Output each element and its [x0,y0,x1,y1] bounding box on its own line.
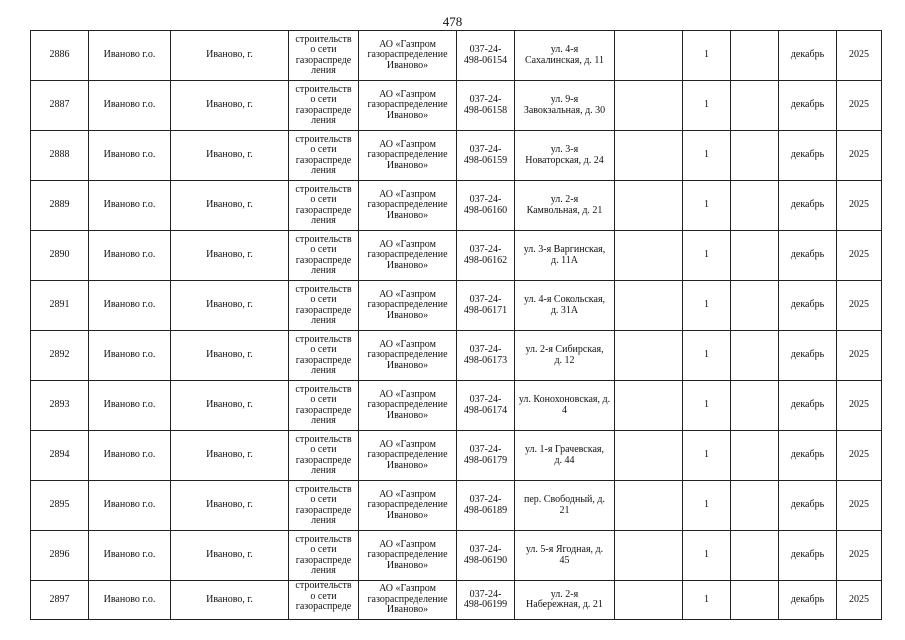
code-cell: 037-24- 498-06162 [457,231,515,281]
settlement-cell: Иваново, г. [171,81,289,131]
count-cell: 1 [683,331,731,381]
table-row [31,481,882,531]
settlement-cell: Иваново, г. [171,331,289,381]
month-cell: декабрь [779,581,837,620]
month-cell: декабрь [779,131,837,181]
count-cell: 1 [683,481,731,531]
empty-cell [731,581,779,620]
address-cell: ул. 3-я Новаторская, д. 24 [515,131,615,181]
settlement-cell: Иваново, г. [171,231,289,281]
code-cell: 037-24- 498-06160 [457,181,515,231]
table-row [31,581,882,620]
year-cell: 2025 [837,131,882,181]
code-cell: 037-24- 498-06159 [457,131,515,181]
operator-cell: АО «Газпром газораспределение Иваново» [359,231,457,281]
count-cell: 1 [683,281,731,331]
table-row [31,181,882,231]
district-cell: Иваново г.о. [89,231,171,281]
work-type-cell: строительств о сети газораспреде ления [289,381,359,431]
district-cell: Иваново г.о. [89,381,171,431]
year-cell: 2025 [837,281,882,331]
row-number: 2892 [31,331,89,381]
empty-cell [615,331,683,381]
address-cell: ул. 4-я Сахалинская, д. 11 [515,31,615,81]
settlement-cell: Иваново, г. [171,431,289,481]
address-cell: ул. Конохоновская, д. 4 [515,381,615,431]
year-cell: 2025 [837,581,882,620]
month-cell: декабрь [779,281,837,331]
row-number: 2893 [31,381,89,431]
empty-cell [731,381,779,431]
empty-cell [615,431,683,481]
row-number: 2895 [31,481,89,531]
month-cell: декабрь [779,181,837,231]
operator-cell: АО «Газпром газораспределение Иваново» [359,581,457,620]
month-cell: декабрь [779,231,837,281]
month-cell: декабрь [779,31,837,81]
count-cell: 1 [683,131,731,181]
address-cell: ул. 2-я Набережная, д. 21 [515,581,615,620]
year-cell: 2025 [837,481,882,531]
empty-cell [731,431,779,481]
empty-cell [615,481,683,531]
empty-cell [615,181,683,231]
district-cell: Иваново г.о. [89,181,171,231]
table-row [31,331,882,381]
operator-cell: АО «Газпром газораспределение Иваново» [359,281,457,331]
table-row [31,381,882,431]
table-row [31,81,882,131]
settlement-cell: Иваново, г. [171,181,289,231]
district-cell: Иваново г.о. [89,31,171,81]
empty-cell [731,531,779,581]
year-cell: 2025 [837,81,882,131]
district-cell: Иваново г.о. [89,281,171,331]
empty-cell [615,531,683,581]
count-cell: 1 [683,81,731,131]
empty-cell [731,331,779,381]
settlement-cell: Иваново, г. [171,281,289,331]
code-cell: 037-24- 498-06190 [457,531,515,581]
row-number: 2891 [31,281,89,331]
row-number: 2889 [31,181,89,231]
count-cell: 1 [683,531,731,581]
table-row [31,231,882,281]
empty-cell [731,481,779,531]
empty-cell [731,81,779,131]
count-cell: 1 [683,431,731,481]
work-type-cell: строительств о сети газораспреде ления [289,431,359,481]
settlement-cell: Иваново, г. [171,531,289,581]
address-cell: ул. 3-я Варгинская, д. 11А [515,231,615,281]
month-cell: декабрь [779,431,837,481]
work-type-cell: строительств о сети газораспреде ления [289,531,359,581]
address-cell: ул. 1-я Грачевская, д. 44 [515,431,615,481]
operator-cell: АО «Газпром газораспределение Иваново» [359,181,457,231]
empty-cell [615,81,683,131]
row-number: 2888 [31,131,89,181]
empty-cell [615,131,683,181]
year-cell: 2025 [837,381,882,431]
address-cell: пер. Свободный, д. 21 [515,481,615,531]
empty-cell [615,281,683,331]
empty-cell [615,381,683,431]
code-cell: 037-24- 498-06154 [457,31,515,81]
empty-cell [615,31,683,81]
district-cell: Иваново г.о. [89,531,171,581]
address-cell: ул. 4-я Сокольская, д. 31А [515,281,615,331]
count-cell: 1 [683,181,731,231]
code-cell: 037-24- 498-06174 [457,381,515,431]
operator-cell: АО «Газпром газораспределение Иваново» [359,131,457,181]
work-type-cell: строительств о сети газораспреде ления [289,281,359,331]
empty-cell [615,231,683,281]
operator-cell: АО «Газпром газораспределение Иваново» [359,531,457,581]
row-number: 2897 [31,581,89,620]
code-cell: 037-24- 498-06158 [457,81,515,131]
empty-cell [615,581,683,620]
count-cell: 1 [683,381,731,431]
row-number: 2886 [31,31,89,81]
month-cell: декабрь [779,381,837,431]
district-cell: Иваново г.о. [89,481,171,531]
code-cell: 037-24- 498-06179 [457,431,515,481]
code-cell: 037-24- 498-06173 [457,331,515,381]
year-cell: 2025 [837,431,882,481]
work-type-cell: строительств о сети газораспреде ления [289,481,359,531]
work-type-cell: строительств о сети газораспреде [289,581,359,620]
row-number: 2894 [31,431,89,481]
work-type-cell: строительств о сети газораспреде ления [289,331,359,381]
district-cell: Иваново г.о. [89,581,171,620]
year-cell: 2025 [837,531,882,581]
year-cell: 2025 [837,231,882,281]
operator-cell: АО «Газпром газораспределение Иваново» [359,331,457,381]
table-row [31,31,882,81]
address-cell: ул. 9-я Завокзальная, д. 30 [515,81,615,131]
address-cell: ул. 2-я Сибирская, д. 12 [515,331,615,381]
work-type-cell: строительств о сети газораспреде ления [289,131,359,181]
year-cell: 2025 [837,181,882,231]
row-number: 2887 [31,81,89,131]
operator-cell: АО «Газпром газораспределение Иваново» [359,431,457,481]
operator-cell: АО «Газпром газораспределение Иваново» [359,381,457,431]
table-row [31,131,882,181]
work-type-cell: строительств о сети газораспреде ления [289,31,359,81]
address-cell: ул. 2-я Камвольная, д. 21 [515,181,615,231]
month-cell: декабрь [779,81,837,131]
work-type-cell: строительств о сети газораспреде ления [289,181,359,231]
empty-cell [731,281,779,331]
operator-cell: АО «Газпром газораспределение Иваново» [359,481,457,531]
code-cell: 037-24- 498-06171 [457,281,515,331]
district-cell: Иваново г.о. [89,131,171,181]
district-cell: Иваново г.о. [89,431,171,481]
work-type-cell: строительств о сети газораспреде ления [289,231,359,281]
empty-cell [731,131,779,181]
month-cell: декабрь [779,531,837,581]
settlement-cell: Иваново, г. [171,381,289,431]
settlement-cell: Иваново, г. [171,31,289,81]
settlement-cell: Иваново, г. [171,131,289,181]
address-cell: ул. 5-я Ягодная, д. 45 [515,531,615,581]
table-body [31,31,882,620]
settlement-cell: Иваново, г. [171,581,289,620]
year-cell: 2025 [837,331,882,381]
settlement-cell: Иваново, г. [171,481,289,531]
year-cell: 2025 [837,31,882,81]
row-number: 2890 [31,231,89,281]
code-cell: 037-24- 498-06199 [457,581,515,620]
count-cell: 1 [683,31,731,81]
page-number: 478 [442,14,463,29]
district-cell: Иваново г.о. [89,81,171,131]
work-type-cell: строительств о сети газораспреде ления [289,81,359,131]
empty-cell [731,231,779,281]
table-row [31,431,882,481]
month-cell: декабрь [779,331,837,381]
code-cell: 037-24- 498-06189 [457,481,515,531]
table-row [31,281,882,331]
table-row [31,531,882,581]
operator-cell: АО «Газпром газораспределение Иваново» [359,81,457,131]
district-cell: Иваново г.о. [89,331,171,381]
operator-cell: АО «Газпром газораспределение Иваново» [359,31,457,81]
count-cell: 1 [683,231,731,281]
row-number: 2896 [31,531,89,581]
count-cell: 1 [683,581,731,620]
registry-table [30,30,882,620]
empty-cell [731,181,779,231]
month-cell: декабрь [779,481,837,531]
empty-cell [731,31,779,81]
